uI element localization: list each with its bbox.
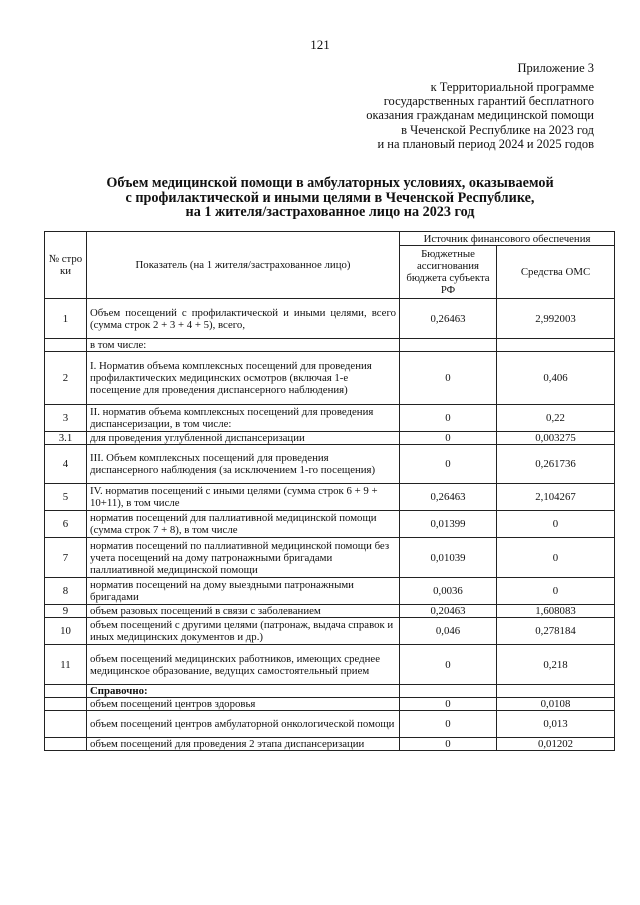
row-number: 4	[45, 445, 87, 484]
table-row	[45, 432, 615, 445]
table-row	[45, 618, 615, 645]
row-number: 10	[45, 618, 87, 645]
row-indicator: объем посещений медицинских работников, имеющих среднее медицинское образование, ведущих самостоятельный прием	[87, 645, 400, 685]
appendix-reference	[274, 80, 594, 151]
row-budget-value: 0	[400, 645, 497, 685]
table-row	[45, 339, 615, 352]
row-budget-value: 0	[400, 405, 497, 432]
row-oms-value: 0,22	[497, 405, 615, 432]
row-budget-value: 0	[400, 711, 497, 738]
row-budget-value: 0,26463	[400, 484, 497, 511]
header-funding-source: Источник финансового обеспечения	[400, 232, 615, 246]
table-row	[45, 299, 615, 339]
volume-table	[44, 231, 615, 751]
row-number: 2	[45, 352, 87, 405]
row-number: 3.1	[45, 432, 87, 445]
row-budget-value	[400, 685, 497, 698]
row-indicator: норматив посещений по паллиативной медицинской помощи без учета посещений на дому патронажными бригадами паллиативной медицинской помощи	[87, 538, 400, 578]
table-row	[45, 738, 615, 751]
table-row	[45, 711, 615, 738]
document-title	[60, 176, 600, 220]
row-budget-value: 0	[400, 445, 497, 484]
table-row	[45, 605, 615, 618]
table-row	[45, 352, 615, 405]
row-budget-value: 0	[400, 352, 497, 405]
header-budget: Бюджетные ассигнования бюджета субъекта РФ	[400, 246, 497, 299]
row-oms-value: 0,013	[497, 711, 615, 738]
row-indicator: Объем посещений с профилактической и иными целями, всего (сумма строк 2 + 3 + 4 + 5), всего,	[87, 299, 400, 339]
header-indicator: Показатель (на 1 жителя/застрахованное лицо)	[87, 232, 400, 299]
row-oms-value: 0,278184	[497, 618, 615, 645]
appendix-line: в Чеченской Республике на 2023 год	[401, 122, 594, 137]
row-indicator: норматив посещений на дому выездными патронажными бригадами	[87, 578, 400, 605]
title-line: с профилактической и иными целями в Чеченской Республике,	[125, 189, 535, 206]
table-row	[45, 405, 615, 432]
page-number: 121	[310, 37, 330, 52]
row-indicator: I. Норматив объема комплексных посещений для проведения профилактических медицинских осмотров (включая 1-е посещение для проведения диспансерного наблюдения)	[87, 352, 400, 405]
table-row	[45, 445, 615, 484]
row-number	[45, 711, 87, 738]
appendix-line: государственных гарантий бесплатного	[383, 94, 594, 109]
row-number	[45, 685, 87, 698]
row-oms-value	[497, 685, 615, 698]
row-budget-value: 0	[400, 738, 497, 751]
row-number	[45, 698, 87, 711]
table-row	[45, 698, 615, 711]
appendix-line: оказания гражданам медицинской помощи	[366, 108, 594, 123]
row-budget-value: 0	[400, 698, 497, 711]
row-indicator: норматив посещений для паллиативной медицинской помощи (сумма строк 7 + 8), в том числе	[87, 511, 400, 538]
row-indicator: объем посещений центров здоровья	[87, 698, 400, 711]
appendix-line: и на плановый период 2024 и 2025 годов	[377, 136, 594, 151]
row-budget-value: 0,20463	[400, 605, 497, 618]
row-number: 5	[45, 484, 87, 511]
row-budget-value: 0,26463	[400, 299, 497, 339]
row-budget-value: 0,046	[400, 618, 497, 645]
row-oms-value: 0,218	[497, 645, 615, 685]
header-oms: Средства ОМС	[497, 246, 615, 299]
row-indicator: III. Объем комплексных посещений для проведения диспансерного наблюдения (за исключением 1-го посещения)	[87, 445, 400, 484]
row-oms-value: 2,992003	[497, 299, 615, 339]
table-row	[45, 511, 615, 538]
row-indicator: объем посещений центров амбулаторной онкологической помощи	[87, 711, 400, 738]
row-number: 7	[45, 538, 87, 578]
row-number: 11	[45, 645, 87, 685]
row-oms-value: 0,01202	[497, 738, 615, 751]
appendix-title: Приложение 3	[517, 61, 594, 75]
row-oms-value: 2,104267	[497, 484, 615, 511]
row-oms-value: 0	[497, 538, 615, 578]
row-indicator: в том числе:	[87, 339, 400, 352]
appendix-line: к Территориальной программе	[430, 80, 594, 94]
row-indicator: II. норматив объема комплексных посещений для проведения диспансеризации, в том числе:	[87, 405, 400, 432]
table-row	[45, 645, 615, 685]
row-number	[45, 738, 87, 751]
row-oms-value: 0	[497, 511, 615, 538]
row-number: 9	[45, 605, 87, 618]
row-oms-value: 0,406	[497, 352, 615, 405]
row-oms-value: 0,261736	[497, 445, 615, 484]
row-indicator: объем посещений с другими целями (патронаж, выдача справок и иных медицинских документов и др.)	[87, 618, 400, 645]
row-indicator: IV. норматив посещений с иными целями (сумма строк 6 + 9 + 10+11), в том числе	[87, 484, 400, 511]
title-line: на 1 жителя/застрахованное лицо на 2023 год	[185, 204, 475, 221]
row-budget-value: 0,0036	[400, 578, 497, 605]
row-indicator: объем посещений для проведения 2 этапа диспансеризации	[87, 738, 400, 751]
row-oms-value: 1,608083	[497, 605, 615, 618]
row-oms-value	[497, 339, 615, 352]
row-budget-value: 0,01399	[400, 511, 497, 538]
row-number: 3	[45, 405, 87, 432]
table-row	[45, 578, 615, 605]
title-line: Объем медицинской помощи в амбулаторных условиях, оказываемой	[106, 175, 554, 191]
row-budget-value: 0,01039	[400, 538, 497, 578]
row-oms-value: 0,0108	[497, 698, 615, 711]
row-number: 6	[45, 511, 87, 538]
row-number: 1	[45, 299, 87, 339]
header-row-number: № стро ки	[45, 232, 87, 299]
row-oms-value: 0,003275	[497, 432, 615, 445]
reference-heading: Справочно:	[87, 685, 400, 698]
row-number	[45, 339, 87, 352]
row-number: 8	[45, 578, 87, 605]
row-oms-value: 0	[497, 578, 615, 605]
row-indicator: объем разовых посещений в связи с заболеванием	[87, 605, 400, 618]
table-row	[45, 538, 615, 578]
row-budget-value	[400, 339, 497, 352]
table-row	[45, 484, 615, 511]
row-budget-value: 0	[400, 432, 497, 445]
table-row	[45, 685, 615, 698]
row-indicator: для проведения углубленной диспансеризации	[87, 432, 400, 445]
